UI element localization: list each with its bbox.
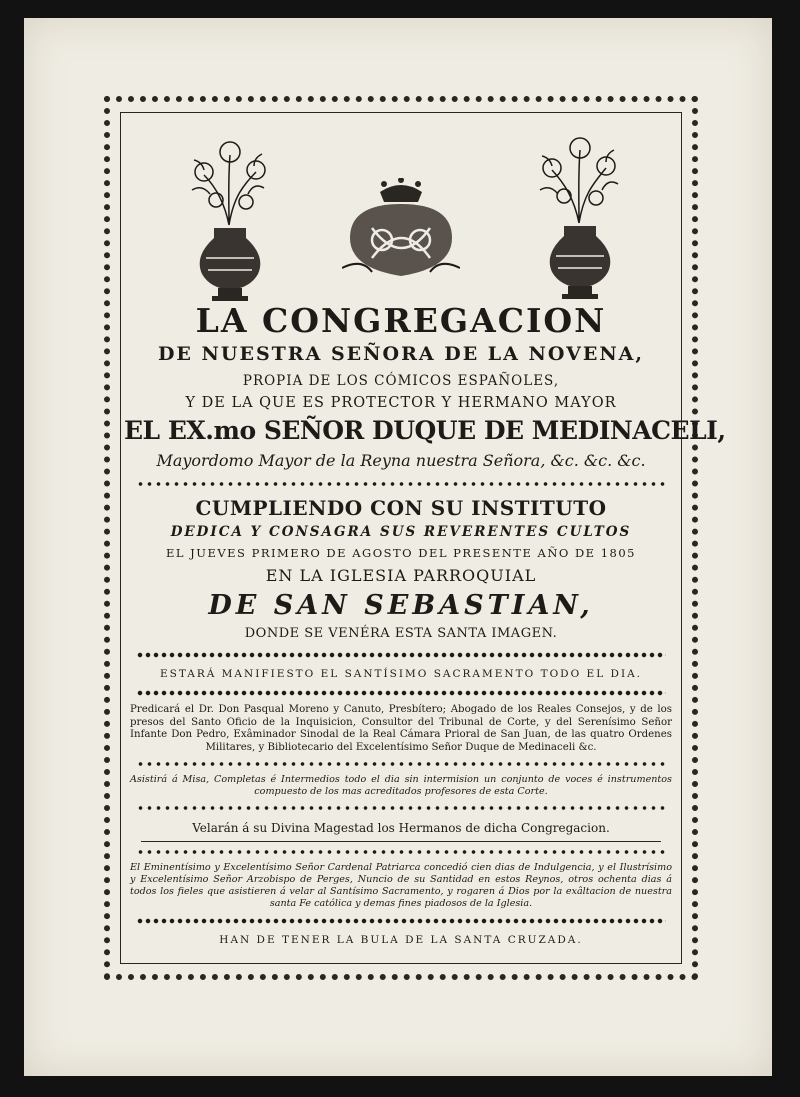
ornament-divider	[136, 804, 666, 812]
ornament-divider	[136, 688, 666, 698]
ornament-divider	[136, 480, 666, 488]
subtitle-comicos: PROPIA DE LOS CÓMICOS ESPAÑOLES,	[242, 373, 560, 389]
subtitle-protector: Y DE LA QUE ES PROTECTOR Y HERMANO MAYOR	[185, 395, 617, 411]
ducal-crest-engraving	[342, 178, 460, 288]
ornament-divider	[136, 916, 666, 926]
ornament-divider	[136, 760, 666, 768]
flower-vase-left-engraving	[184, 130, 274, 305]
asistira-paragraph: Asistirá á Misa, Completas é Intermedios todo el dia sin intermision un conjunto de voces é instrumentos compuesto de los mas acreditados profesores de esta Corte.	[130, 774, 672, 797]
velaran-line: Velarán á su Divina Magestad los Hermanos de dicha Congregacion.	[192, 821, 610, 835]
ornament-divider	[136, 650, 666, 660]
rule-divider	[141, 841, 661, 842]
subtitle-mayordomo: Mayordomo Mayor de la Reyna nuestra Señora, &c. &c. &c.	[156, 451, 646, 470]
title-duque: EL EX.mo SEÑOR DUQUE DE MEDINACELI,	[124, 416, 726, 445]
church-name: DE SAN SEBASTIAN,	[208, 590, 594, 621]
date-line: EL JUEVES PRIMERO DE AGOSTO DEL PRESENTE AÑO DE 1805	[165, 546, 637, 560]
heading-instituto: CUMPLIENDO CON SU INSTITUTO	[195, 496, 607, 520]
bula-line: HAN DE TENER LA BULA DE LA SANTA CRUZADA.	[219, 934, 583, 946]
title-congregacion: LA CONGREGACION	[195, 301, 607, 340]
manifiesto-line: ESTARÁ MANIFIESTO EL SANTÍSIMO SACRAMENTO TODO EL DIA.	[159, 668, 643, 680]
title-nuestra-senora: DE NUESTRA SEÑORA DE LA NOVENA,	[157, 343, 645, 365]
church-line: EN LA IGLESIA PARROQUIAL	[265, 566, 537, 585]
engravings-row	[124, 120, 678, 302]
indulgencia-paragraph: El Eminentísimo y Excelentísimo Señor Cardenal Patriarca concedió cien dias de Indulgencia, y el Ilustrísimo y Excelentísimo Señor Arzobispo de Perges, Nuncio de su Santidad en estos Reynos, otros ochenta dias á todos los fieles que asistieren á velar al Santísimo Sacramento, y rogaren á Dios por la exâltacion de nuestra santa Fe católica y demas fines piadosos de la Iglesia.	[130, 862, 672, 909]
flower-vase-right-engraving	[534, 128, 624, 303]
heading-dedica: DEDICA Y CONSAGRA SUS REVERENTES CULTOS	[170, 524, 632, 540]
venera-line: DONDE SE VENÉRA ESTA SANTA IMAGEN.	[244, 626, 558, 641]
broadside-content	[124, 120, 726, 948]
predicara-paragraph: Predicará el Dr. Don Pasqual Moreno y Canuto, Presbítero; Abogado de los Reales Consejos, y de los presos del Santo Oficio de la Inquisicion, Consultor del Tribunal de Corte, y del Serenísimo Señor Infante Don Pedro, Exâminador Sinodal de la Real Cámara Prioral de San Juan, de las quatro Ordenes Militares, y Bibliotecario del Excelentísimo Señor Duque de Medinaceli &c.	[130, 704, 672, 753]
ornament-divider	[136, 848, 666, 856]
